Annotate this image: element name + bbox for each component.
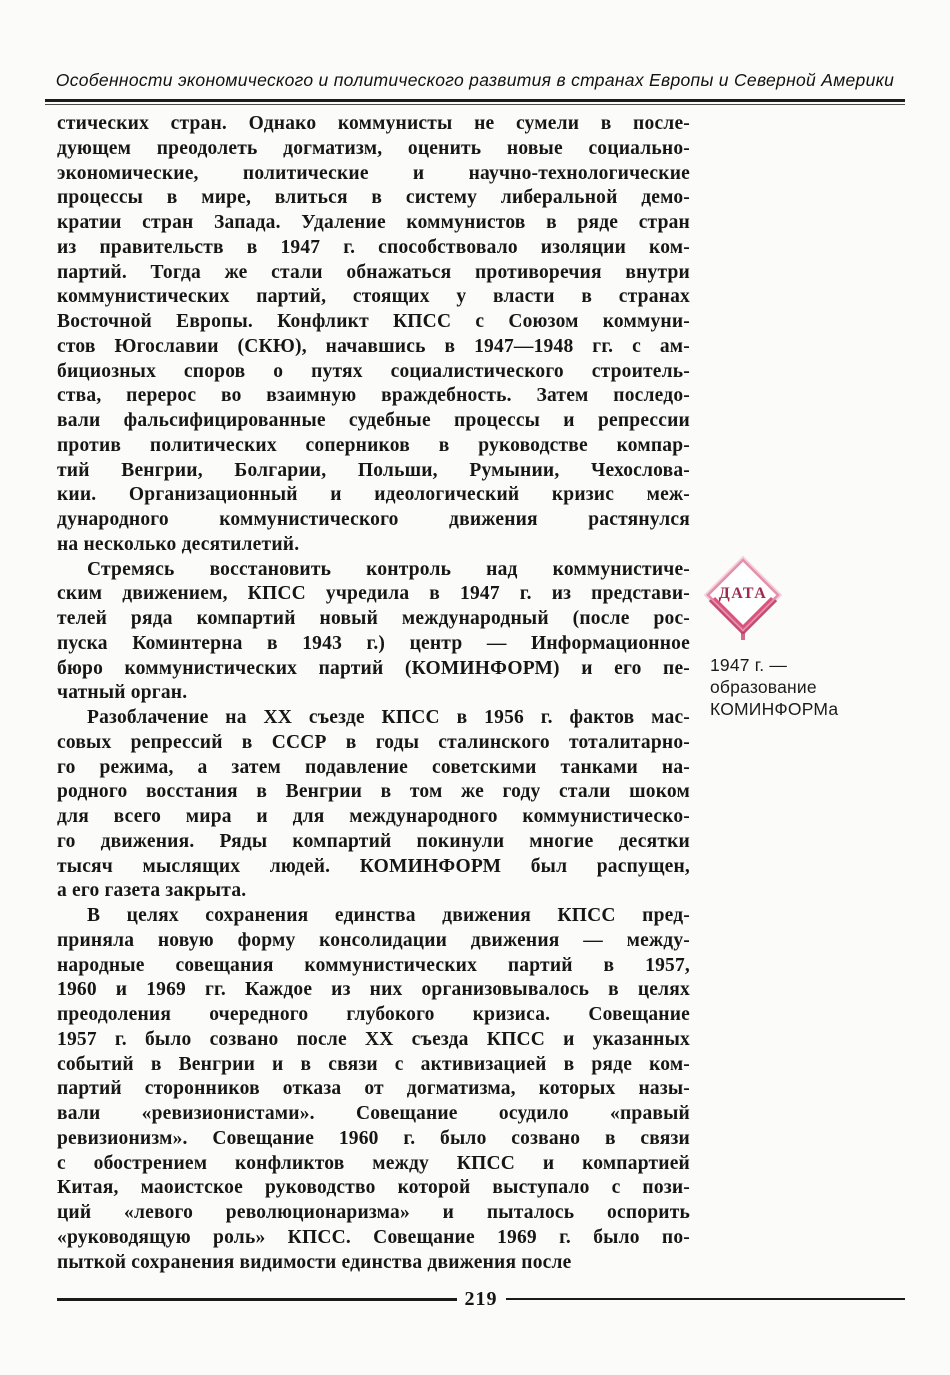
text-line: тысяч мыслящих людей. КОМИНФОРМ был распущен, bbox=[57, 855, 690, 877]
text-line: бюро коммунистических партий (КОМИНФОРМ) и его пе- bbox=[57, 657, 690, 679]
text-line: пуска Коминтерна в 1943 г.) центр — Информационное bbox=[57, 632, 690, 654]
text-line: ревизионизм». Совещание 1960 г. было созвано в связи bbox=[57, 1127, 690, 1149]
text-line: совых репрессий в СССР в годы сталинского тоталитарно- bbox=[57, 731, 690, 753]
text-line: Стремясь восстановить контроль над коммунистиче- bbox=[87, 558, 690, 580]
header-rule-thick bbox=[45, 99, 905, 102]
text-line: ства, перерос во взаимную враждебность. Затем последо- bbox=[57, 385, 690, 407]
text-line: стических стран. Однако коммунисты не сумели в после- bbox=[57, 113, 690, 134]
text-line: ций «левого революционаризма» и пыталось оспорить bbox=[57, 1202, 690, 1223]
text-line: го режима, а затем подавление советскими танками на- bbox=[57, 756, 690, 778]
header-rule-thin bbox=[45, 104, 905, 105]
text-line: 1957 г. было созвано после XX съезда КПСС и указанных bbox=[57, 1028, 690, 1050]
text-line: го движения. Ряды компартий покинули многие десятки bbox=[57, 830, 690, 852]
text-line: против политических соперников в руководстве компар- bbox=[57, 434, 690, 456]
text-line: 1960 и 1969 гг. Каждое из них организовывалось в целях bbox=[57, 979, 690, 1001]
running-header: Особенности экономического и политического развития в странах Европы и Северной Америки bbox=[55, 70, 895, 90]
text-line: тий Венгрии, Болгарии, Польши, Румынии, Чехослова- bbox=[57, 459, 690, 481]
text-line: бициозных споров о путях социалистического строитель- bbox=[57, 360, 690, 382]
text-line: стов Югославии (СКЮ), начавшись в 1947—1948 гг. с ам- bbox=[57, 335, 690, 357]
text-line: «руководящую роль» КПСС. Совещание 1969 г. было по- bbox=[57, 1226, 690, 1248]
text-line: Китая, маоистское руководство которой выступало с пози- bbox=[57, 1177, 690, 1199]
text-line: а его газета закрыта. bbox=[57, 880, 247, 902]
date-note-line: КОМИНФОРМа bbox=[710, 699, 839, 719]
data-badge-label: ДАТА bbox=[718, 585, 768, 602]
page-number: 219 bbox=[464, 1287, 498, 1310]
text-line: чатный орган. bbox=[57, 682, 188, 704]
text-line: партий. Тогда же стали обнажаться противоречия внутри bbox=[57, 261, 690, 283]
text-line: дующем преодолеть догматизм, оценить новые социально- bbox=[57, 137, 690, 159]
footer-rule-left bbox=[57, 1298, 457, 1301]
header-rule bbox=[45, 99, 905, 105]
text-line: событий в Венгрии и в связи с активизацией в ряде ком- bbox=[57, 1053, 690, 1075]
text-line: кии. Организационный и идеологический кризис меж- bbox=[57, 484, 690, 506]
text-line: коммунистических партий, стоящих у власти в странах bbox=[57, 286, 690, 308]
text-line: телей ряда компартий новый международный (после рос- bbox=[57, 608, 690, 629]
text-line: родного восстания в Венгрии в том же году стали шоком bbox=[57, 781, 690, 803]
text-line: Восточной Европы. Конфликт КПСС с Союзом коммуни- bbox=[57, 311, 690, 332]
text-line: преодоления очередного глубокого кризиса. Совещание bbox=[57, 1004, 690, 1025]
text-line: партий сторонников отказа от догматизма, которых назы- bbox=[57, 1078, 690, 1100]
text-line: из правительств в 1947 г. способствовало изоляции ком- bbox=[57, 236, 690, 258]
text-line: дународного коммунистического движения растянулся bbox=[57, 509, 690, 530]
text-line: Разоблачение на XX съезде КПСС в 1956 г. фактов мас- bbox=[87, 707, 690, 728]
text-line: процессы в мире, влиться в систему либеральной демо- bbox=[57, 187, 690, 209]
text-line: народные совещания коммунистических партий в 1957, bbox=[57, 954, 690, 976]
date-note bbox=[710, 654, 900, 720]
data-badge-icon bbox=[702, 554, 784, 648]
text-line: с обострением конфликтов между КПСС и компартией bbox=[57, 1152, 690, 1174]
text-line: на несколько десятилетий. bbox=[57, 533, 300, 555]
date-note-line: образование bbox=[710, 677, 817, 697]
page-footer bbox=[57, 1284, 905, 1314]
text-line: вали «ревизионистами». Совещание осудило «правый bbox=[57, 1103, 690, 1124]
text-line: пыткой сохранения видимости единства движения после bbox=[57, 1251, 572, 1273]
date-sidebar bbox=[700, 554, 900, 720]
text-line: вали фальсифицированные судебные процессы и репрессии bbox=[57, 410, 690, 431]
date-note-line: 1947 г. — bbox=[710, 655, 788, 675]
text-line: экономические, политические и научно-технологические bbox=[57, 162, 690, 184]
text-line: приняла новую форму консолидации движения — между- bbox=[57, 929, 690, 951]
text-line: для всего мира и для международного коммунистическо- bbox=[57, 806, 690, 827]
text-line: кратии стран Запада. Удаление коммунистов в ряде стран bbox=[57, 212, 690, 233]
body-text bbox=[57, 112, 690, 1275]
footer-rule-right bbox=[506, 1298, 906, 1301]
text-line: ским движением, КПСС учредила в 1947 г. из представи- bbox=[57, 583, 690, 605]
text-line: В целях сохранения единства движения КПСС пред- bbox=[87, 905, 690, 926]
